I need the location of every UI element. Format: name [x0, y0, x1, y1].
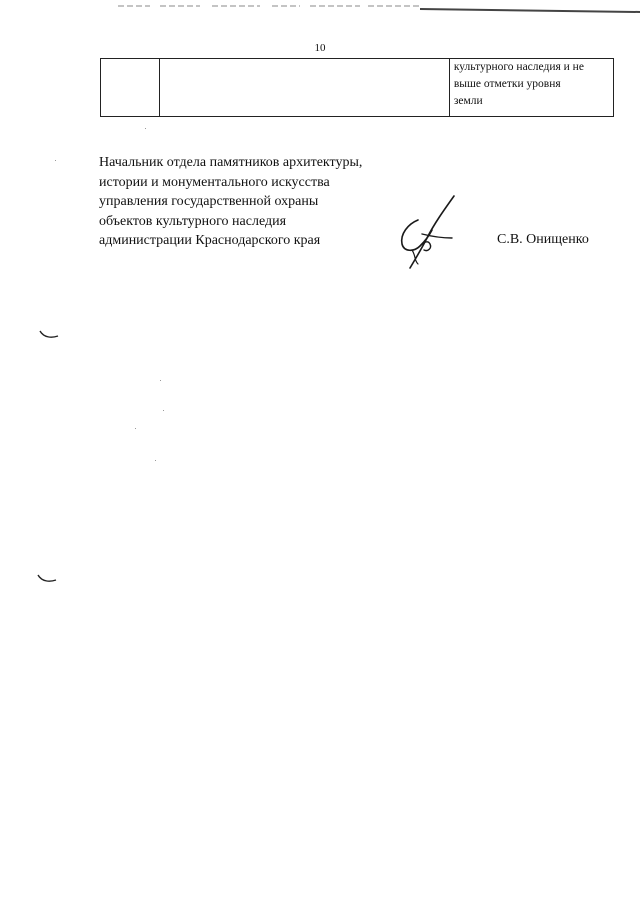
signature-position-title: [99, 153, 362, 251]
table-row: [101, 59, 614, 117]
scan-edge-artifact: [0, 0, 640, 20]
position-line: истории и монументального искусства: [99, 174, 330, 190]
scan-margin-mark: [36, 572, 60, 584]
table-cell-description: [160, 59, 449, 117]
scan-margin-mark: [38, 328, 62, 340]
table-cell-line: культурного наследия и не: [453, 61, 584, 73]
table-cell-line: выше отметки уровня: [453, 78, 561, 90]
handwritten-signature: [394, 194, 462, 270]
position-line: Начальник отдела памятников архитектуры,: [99, 155, 363, 170]
table-cell-line: земли: [453, 95, 483, 107]
table-cell-number: [101, 59, 160, 117]
scan-speck: [135, 428, 136, 429]
scan-speck: [145, 128, 146, 129]
page-number: 10: [314, 42, 326, 54]
position-line: администрации Краснодарского края: [99, 233, 321, 248]
signatory-name: С.В. Онищенко: [497, 232, 589, 247]
position-line: объектов культурного наследия: [99, 213, 287, 229]
table-fragment: [100, 58, 614, 117]
scan-speck: [163, 410, 164, 411]
scan-speck: [55, 160, 56, 161]
scan-speck: [155, 460, 156, 461]
position-line: управления государственной охраны: [99, 194, 319, 209]
table-cell-requirement: [449, 59, 613, 117]
scan-speck: [160, 380, 161, 381]
